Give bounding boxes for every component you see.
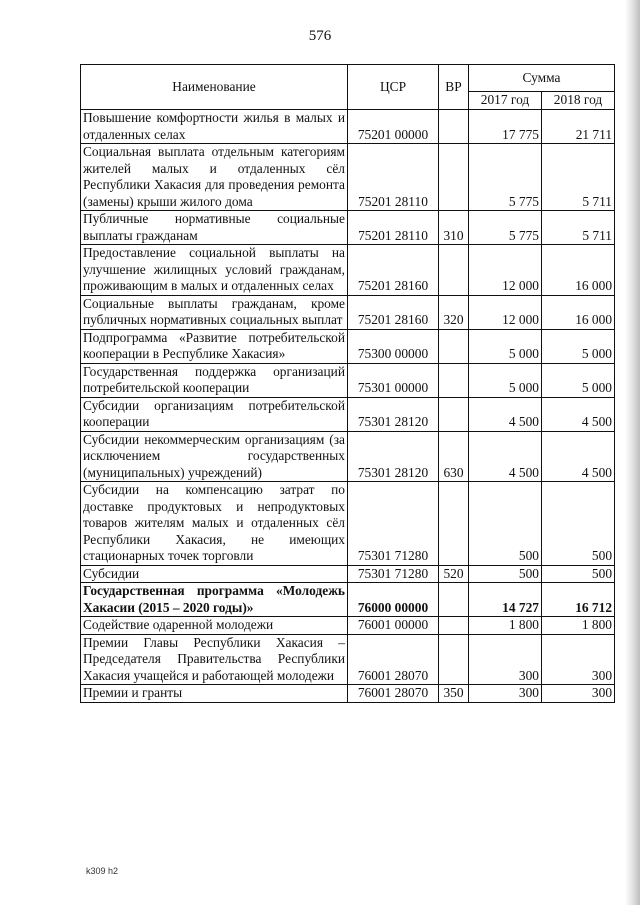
table-row: [81, 617, 615, 635]
row-2017-cell: 12 000: [469, 295, 542, 329]
row-vr-cell: [439, 329, 469, 363]
table-row: [81, 634, 615, 685]
row-2017-cell: 300: [469, 634, 542, 685]
row-2017-cell: 5 000: [469, 363, 542, 397]
row-2017-cell: 4 500: [469, 397, 542, 431]
table-row: [81, 685, 615, 703]
row-name-cell: Субсидии: [81, 565, 348, 583]
row-2018-cell: 5 000: [542, 329, 615, 363]
row-vr-cell: [439, 482, 469, 566]
table-row: [81, 583, 615, 617]
row-name-cell: Субсидии некоммерческим организациям (за исключением государственных (муниципальных) учреждений): [81, 431, 348, 482]
row-csr-cell: 75300 00000: [348, 329, 439, 363]
row-vr-cell: [439, 617, 469, 635]
budget-table-body: [81, 110, 615, 703]
row-2017-cell: 14 727: [469, 583, 542, 617]
row-2017-cell: 17 775: [469, 110, 542, 144]
row-2018-cell: 500: [542, 565, 615, 583]
row-vr-cell: [439, 363, 469, 397]
row-2018-cell: 16 000: [542, 245, 615, 296]
footer-code: k309 h2: [86, 866, 119, 876]
table-row: [81, 482, 615, 566]
row-name-cell: Государственная поддержка организаций потребительской кооперации: [81, 363, 348, 397]
row-csr-cell: 75201 28160: [348, 245, 439, 296]
row-2017-cell: 5 775: [469, 211, 542, 245]
row-csr-cell: 75301 71280: [348, 482, 439, 566]
header-name: Наименование: [81, 65, 348, 110]
table-row: [81, 397, 615, 431]
row-name-cell: Социальная выплата отдельным категориям жителей малых и отдаленных сёл Республики Хакасия для проведения ремонта (замены) крыши жилого дома: [81, 144, 348, 211]
row-2018-cell: 4 500: [542, 431, 615, 482]
row-csr-cell: 75301 00000: [348, 363, 439, 397]
row-2018-cell: 5 711: [542, 144, 615, 211]
row-name-cell: Публичные нормативные социальные выплаты гражданам: [81, 211, 348, 245]
row-name-cell: Государственная программа «Молодежь Хакасии (2015 – 2020 годы)»: [81, 583, 348, 617]
row-name-cell: Премии и гранты: [81, 685, 348, 703]
row-vr-cell: [439, 583, 469, 617]
table-row: [81, 211, 615, 245]
row-name-cell: Субсидии организациям потребительской кооперации: [81, 397, 348, 431]
row-name-cell: Содействие одаренной молодежи: [81, 617, 348, 635]
row-2018-cell: 300: [542, 685, 615, 703]
row-csr-cell: 76001 00000: [348, 617, 439, 635]
row-2018-cell: 1 800: [542, 617, 615, 635]
header-year-2018: 2018 год: [542, 92, 615, 110]
row-name-cell: Субсидии на компенсацию затрат по доставке продуктовых и непродуктовых товаров жителям малых и отдаленных сёл Республики Хакасия, не имеющих стационарных точек торговли: [81, 482, 348, 566]
row-csr-cell: 76001 28070: [348, 685, 439, 703]
row-2017-cell: 500: [469, 565, 542, 583]
row-csr-cell: 75201 00000: [348, 110, 439, 144]
table-row: [81, 144, 615, 211]
row-2018-cell: 21 711: [542, 110, 615, 144]
row-csr-cell: 76000 00000: [348, 583, 439, 617]
row-csr-cell: 75201 28160: [348, 295, 439, 329]
row-2017-cell: 5 775: [469, 144, 542, 211]
row-csr-cell: 75301 28120: [348, 397, 439, 431]
row-vr-cell: [439, 245, 469, 296]
row-2018-cell: 5 000: [542, 363, 615, 397]
row-csr-cell: 75301 71280: [348, 565, 439, 583]
row-vr-cell: 310: [439, 211, 469, 245]
header-sum: Сумма: [469, 65, 615, 92]
header-vr: ВР: [439, 65, 469, 110]
table-row: [81, 245, 615, 296]
row-2017-cell: 5 000: [469, 329, 542, 363]
row-2018-cell: 5 711: [542, 211, 615, 245]
row-vr-cell: 350: [439, 685, 469, 703]
row-vr-cell: 320: [439, 295, 469, 329]
table-row: [81, 565, 615, 583]
row-csr-cell: 75301 28120: [348, 431, 439, 482]
row-2018-cell: 16 712: [542, 583, 615, 617]
row-vr-cell: [439, 144, 469, 211]
row-2018-cell: 16 000: [542, 295, 615, 329]
header-year-2017: 2017 год: [469, 92, 542, 110]
row-2017-cell: 4 500: [469, 431, 542, 482]
row-2018-cell: 500: [542, 482, 615, 566]
row-name-cell: Предоставление социальной выплаты на улучшение жилищных условий гражданам, проживающим в малых и отдаленных селах: [81, 245, 348, 296]
page-number: 576: [308, 28, 332, 44]
header-csr: ЦСР: [348, 65, 439, 110]
row-2017-cell: 1 800: [469, 617, 542, 635]
row-2018-cell: 4 500: [542, 397, 615, 431]
row-name-cell: Подпрограмма «Развитие потребительской кооперации в Республике Хакасия»: [81, 329, 348, 363]
row-name-cell: Социальные выплаты гражданам, кроме публичных нормативных социальных выплат: [81, 295, 348, 329]
row-csr-cell: 75201 28110: [348, 211, 439, 245]
scan-page-edge: [625, 0, 640, 905]
row-2017-cell: 300: [469, 685, 542, 703]
row-vr-cell: 520: [439, 565, 469, 583]
row-2017-cell: 500: [469, 482, 542, 566]
table-row: [81, 363, 615, 397]
row-2018-cell: 300: [542, 634, 615, 685]
row-vr-cell: [439, 110, 469, 144]
table-row: [81, 431, 615, 482]
budget-table: [80, 64, 615, 703]
row-csr-cell: 76001 28070: [348, 634, 439, 685]
table-row: [81, 295, 615, 329]
row-vr-cell: [439, 634, 469, 685]
row-2017-cell: 12 000: [469, 245, 542, 296]
row-name-cell: Премии Главы Республики Хакасия – Председателя Правительства Республики Хакасия учащейся и работающей молодежи: [81, 634, 348, 685]
row-vr-cell: [439, 397, 469, 431]
row-vr-cell: 630: [439, 431, 469, 482]
table-row: [81, 110, 615, 144]
row-csr-cell: 75201 28110: [348, 144, 439, 211]
row-name-cell: Повышение комфортности жилья в малых и отдаленных селах: [81, 110, 348, 144]
table-row: [81, 329, 615, 363]
